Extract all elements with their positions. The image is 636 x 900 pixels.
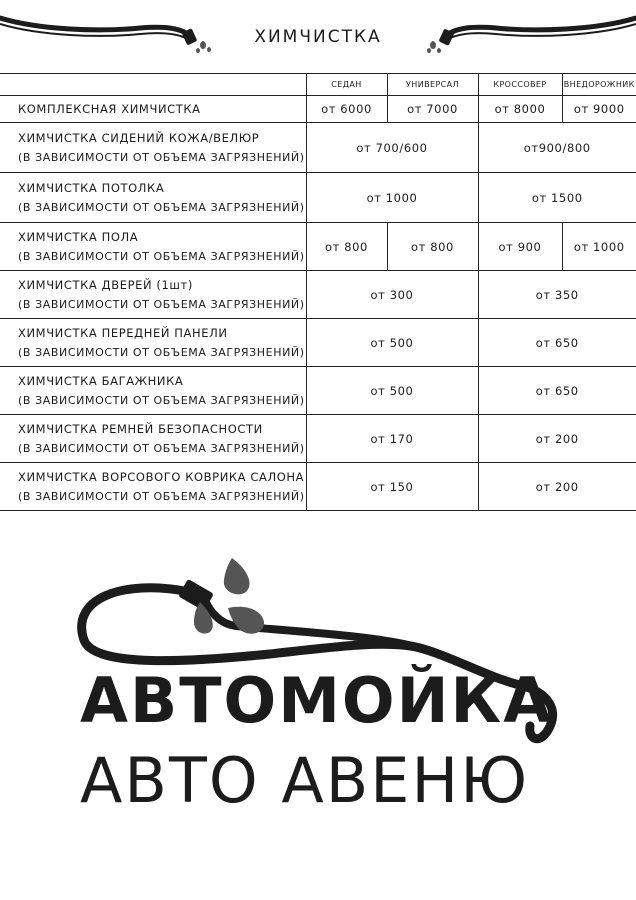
table-row — [0, 319, 636, 367]
service-cell — [0, 271, 306, 319]
price-cell: от 800 — [306, 223, 387, 271]
column-header-suv: ВНЕДОРОЖНИК — [562, 74, 636, 96]
page-header — [0, 0, 636, 72]
price-cell: от 300 — [306, 271, 478, 319]
service-cell — [0, 463, 306, 511]
service-note: (В ЗАВИСИМОСТИ ОТ ОБЪЕМА ЗАГРЯЗНЕНИЙ) — [18, 200, 305, 214]
service-cell — [0, 123, 306, 173]
price-cell: от 500 — [306, 319, 478, 367]
service-name: ХИМЧИСТКА БАГАЖНИКА — [18, 373, 184, 388]
brand-logo — [0, 540, 636, 840]
price-cell: от 1000 — [562, 223, 636, 271]
service-cell — [0, 223, 306, 271]
service-note: (В ЗАВИСИМОСТИ ОТ ОБЪЕМА ЗАГРЯЗНЕНИЙ) — [18, 249, 305, 263]
price-cell: от 200 — [478, 415, 636, 463]
column-header-sedan: СЕДАН — [306, 74, 387, 96]
price-cell: от900/800 — [478, 123, 636, 173]
page-title: ХИМЧИСТКА — [254, 27, 382, 47]
table-row — [0, 463, 636, 511]
column-header-crossover: КРОССОВЕР — [478, 74, 562, 96]
table-row — [0, 173, 636, 223]
table-row — [0, 367, 636, 415]
service-name: КОМПЛЕКСНАЯ ХИМЧИСТКА — [0, 96, 306, 123]
price-cell: от 350 — [478, 271, 636, 319]
service-note: (В ЗАВИСИМОСТИ ОТ ОБЪЕМА ЗАГРЯЗНЕНИЙ) — [18, 393, 305, 407]
table-row — [0, 415, 636, 463]
service-name: ХИМЧИСТКА ВОРСОВОГО КОВРИКА САЛОНА — [18, 469, 305, 484]
table-row — [0, 223, 636, 271]
price-cell: от 700/600 — [306, 123, 478, 173]
price-cell: от 1500 — [478, 173, 636, 223]
service-name: ХИМЧИСТКА СИДЕНИЙ КОЖА/ВЕЛЮР — [18, 130, 260, 145]
service-note: (В ЗАВИСИМОСТИ ОТ ОБЪЕМА ЗАГРЯЗНЕНИЙ) — [18, 489, 305, 503]
service-note: (В ЗАВИСИМОСТИ ОТ ОБЪЕМА ЗАГРЯЗНЕНИЙ) — [18, 345, 305, 359]
service-cell — [0, 415, 306, 463]
price-cell: от 8000 — [478, 96, 562, 123]
service-name: ХИМЧИСТКА ПЕРЕДНЕЙ ПАНЕЛИ — [18, 325, 228, 340]
service-name: ХИМЧИСТКА ПОЛА — [18, 229, 139, 244]
price-cell: от 200 — [478, 463, 636, 511]
service-note: (В ЗАВИСИМОСТИ ОТ ОБЪЕМА ЗАГРЯЗНЕНИЙ) — [18, 441, 305, 455]
table-row — [0, 96, 636, 123]
price-cell: от 170 — [306, 415, 478, 463]
price-cell: от 150 — [306, 463, 478, 511]
column-header-wagon: УНИВЕРСАЛ — [387, 74, 478, 96]
price-cell: от 6000 — [306, 96, 387, 123]
header-blank-cell — [0, 74, 306, 96]
price-cell: от 650 — [478, 367, 636, 415]
price-cell: от 7000 — [387, 96, 478, 123]
service-cell — [0, 319, 306, 367]
service-cell — [0, 367, 306, 415]
service-note: (В ЗАВИСИМОСТИ ОТ ОБЪЕМА ЗАГРЯЗНЕНИЙ) — [18, 297, 305, 311]
logo-line-1: АВТОМОЙКА — [80, 664, 554, 737]
service-name: ХИМЧИСТКА РЕМНЕЙ БЕЗОПАСНОСТИ — [18, 421, 263, 436]
table-row — [0, 271, 636, 319]
service-cell — [0, 173, 306, 223]
price-cell: от 650 — [478, 319, 636, 367]
table-row — [0, 123, 636, 173]
table-header-row — [0, 74, 636, 96]
price-cell: от 1000 — [306, 173, 478, 223]
price-cell: от 900 — [478, 223, 562, 271]
service-name: ХИМЧИСТКА ДВЕРЕЙ (1шт) — [18, 277, 193, 292]
price-table — [0, 73, 636, 511]
price-cell: от 800 — [387, 223, 478, 271]
price-cell: от 500 — [306, 367, 478, 415]
service-name: ХИМЧИСТКА ПОТОЛКА — [18, 180, 165, 195]
service-note: (В ЗАВИСИМОСТИ ОТ ОБЪЕМА ЗАГРЯЗНЕНИЙ) — [18, 150, 305, 164]
logo-line-2: АВТО АВЕНЮ — [80, 744, 530, 817]
price-cell: от 9000 — [562, 96, 636, 123]
